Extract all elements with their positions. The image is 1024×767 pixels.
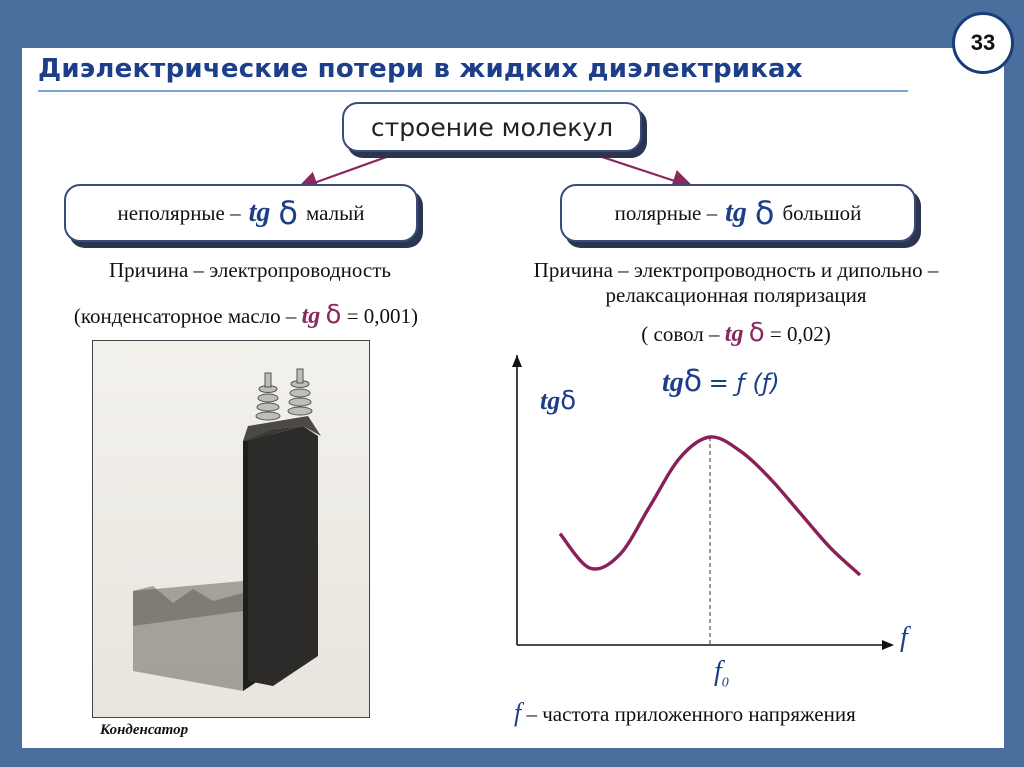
frequency-note bbox=[514, 698, 856, 728]
arrow-to-polar bbox=[596, 155, 690, 186]
polar-tg: tg bbox=[725, 197, 747, 228]
capacitor-photo bbox=[92, 340, 370, 718]
x-axis-arrow bbox=[882, 640, 894, 650]
photo-caption: Конденсатор bbox=[100, 722, 189, 738]
nonpolar-example-value: = 0,001) bbox=[346, 304, 419, 328]
x-tick-f0-symbol: f bbox=[714, 656, 722, 687]
formula-rest: = ƒ (ƒ) bbox=[708, 369, 780, 397]
polar-suffix: большой bbox=[782, 200, 862, 225]
polar-prefix: полярные – bbox=[614, 200, 718, 225]
polar-delta: δ bbox=[754, 194, 775, 232]
nonpolar-example bbox=[36, 300, 456, 330]
y-axis-arrow bbox=[512, 355, 522, 367]
formula-tg: tg bbox=[662, 367, 684, 398]
formula-delta: δ bbox=[683, 364, 703, 399]
y-axis-label bbox=[540, 386, 576, 416]
nonpolar-delta: δ bbox=[278, 194, 298, 232]
polar-example bbox=[486, 318, 986, 348]
frequency-note-text: – частота приложенного напряжения bbox=[526, 702, 856, 726]
polar-reason-line1: Причина – электропроводность и дипольно – bbox=[533, 258, 939, 282]
polar-example-delta: δ bbox=[748, 318, 765, 348]
polar-example-tg: tg bbox=[724, 321, 744, 347]
capacitor-illustration bbox=[93, 341, 370, 718]
y-axis-label-delta: δ bbox=[560, 386, 577, 416]
slide-number: 33 bbox=[970, 30, 996, 55]
nonpolar-box bbox=[64, 184, 418, 242]
polar-reason-line2: релаксационная поляризация bbox=[605, 283, 867, 307]
nonpolar-example-prefix: (конденсаторное масло – bbox=[73, 304, 297, 328]
nonpolar-reason: Причина – электропроводность bbox=[109, 258, 391, 282]
polar-box bbox=[560, 184, 916, 242]
y-axis-label-tg: tg bbox=[540, 386, 561, 415]
nonpolar-prefix: неполярные – bbox=[117, 200, 241, 225]
x-tick-f0-sub: 0 bbox=[721, 675, 729, 691]
nonpolar-tg: tg bbox=[248, 197, 271, 228]
slide-title: Диэлектрические потери в жидких диэлектриках bbox=[38, 54, 803, 84]
nonpolar-example-delta: δ bbox=[325, 300, 342, 330]
molecule-structure-box bbox=[342, 102, 642, 152]
tg-delta-curve bbox=[560, 437, 860, 575]
polar-example-value: = 0,02) bbox=[769, 322, 831, 346]
nonpolar-suffix: малый bbox=[305, 200, 365, 225]
x-axis-label: f bbox=[900, 622, 908, 653]
polar-example-prefix: ( совол – bbox=[641, 322, 720, 346]
nonpolar-example-tg: tg bbox=[301, 303, 321, 329]
molecule-structure-label: строение молекул bbox=[370, 112, 614, 142]
frequency-note-symbol: f bbox=[514, 698, 522, 727]
x-tick-f0 bbox=[714, 656, 729, 692]
